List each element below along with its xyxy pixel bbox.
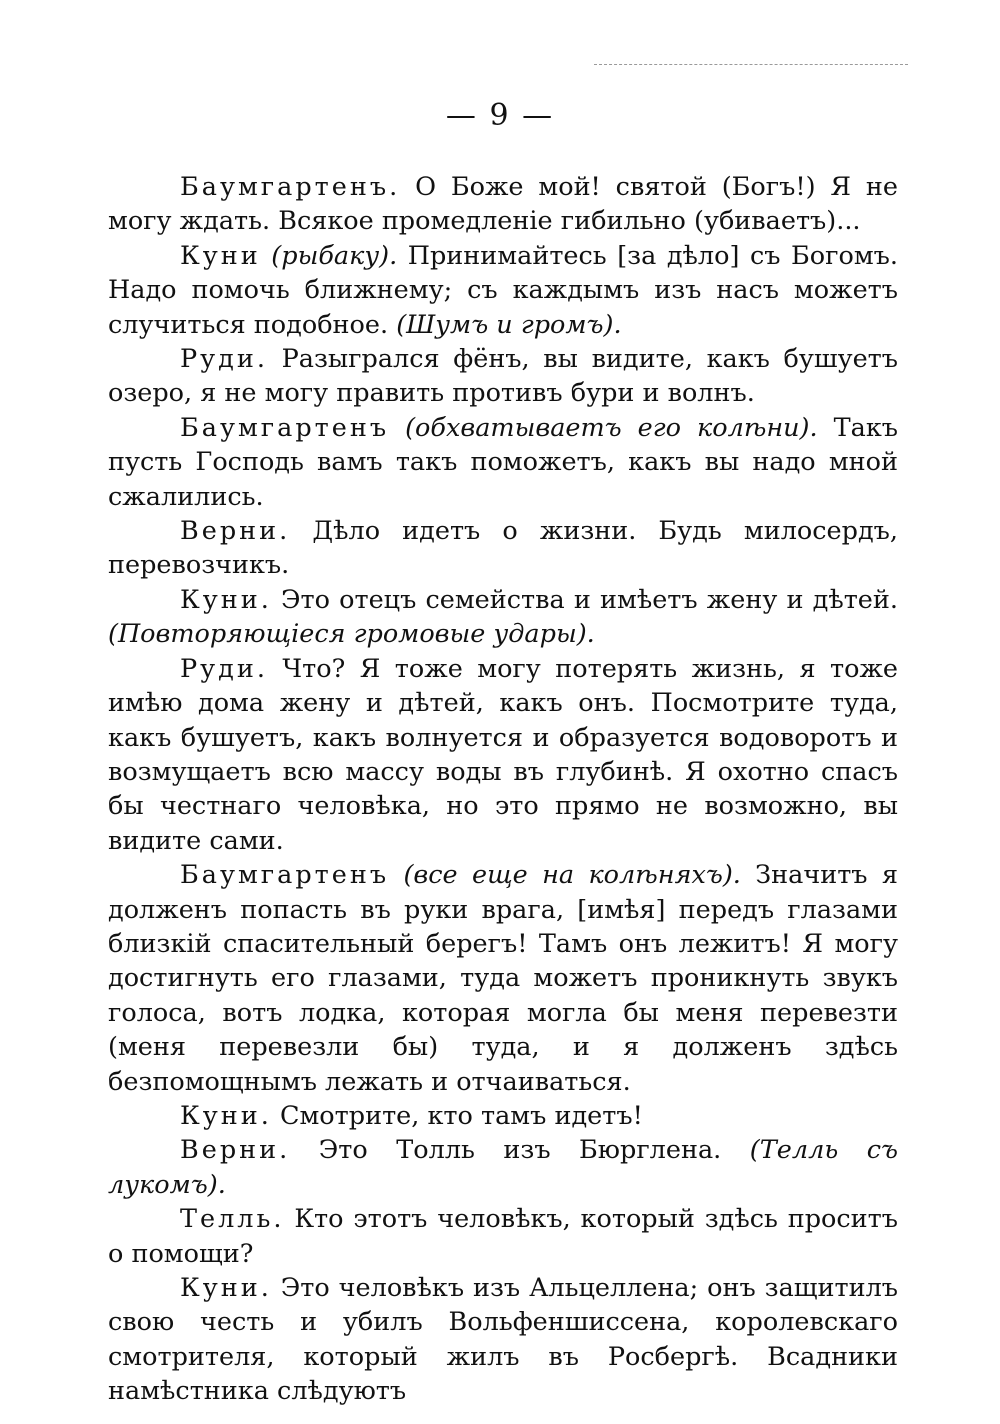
paragraph: [108, 170, 898, 239]
dialogue-text: Что? Я тоже могу потерять жизнь, я тоже имѣю дома жену и дѣтей, какъ онъ. Посмотрите туда, какъ бушуетъ, какъ волнуется и образуется водоворотъ и возмущаетъ всю массу воды въ глубинѣ. Я охотно спасъ бы честнаго человѣка, но это прямо не возможно, вы видите сами.: [108, 653, 898, 856]
dialogue-text: Это человѣкъ изъ Альцеллена; онъ защитилъ свою честь и убилъ Вольфеншиссена, королевскаго смотрителя, который жилъ въ Росбергѣ. Всадники намѣстника слѣдуютъ: [108, 1273, 898, 1407]
speaker-name: Руди.: [180, 344, 268, 375]
dialogue-text: Это отецъ семейства и имѣетъ жену и дѣтей.: [271, 584, 898, 615]
speaker-name: Верни.: [180, 516, 291, 547]
dialogue-text: Дѣло идетъ о жизни. Будь милосердъ, перевозчикъ.: [108, 516, 898, 581]
stage-direction: (обхватываетъ его колѣни).: [405, 412, 818, 443]
top-rule-line: [594, 64, 908, 65]
speaker-name: Телль.: [180, 1204, 285, 1235]
stage-direction: (Шумъ и громъ).: [396, 309, 622, 340]
paragraph: [108, 342, 898, 411]
stage-direction: (Повторяющіеся громовые удары).: [108, 619, 595, 650]
page-text: [108, 170, 898, 1409]
speaker-name: Руди.: [180, 653, 268, 684]
dialogue-text: Это Толль изъ Бюрглена.: [290, 1135, 750, 1166]
page-number: — 9 —: [445, 98, 555, 133]
dialogue-text: Принимайтесь [за дѣло] съ Богомъ. Надо помочь ближнему; съ каждымъ изъ насъ можетъ случиться подобное.: [108, 240, 898, 340]
speaker-name: Куни.: [180, 584, 272, 615]
stage-direction: (рыбаку).: [271, 240, 398, 271]
paragraph: [108, 514, 898, 583]
paragraph: [108, 1202, 898, 1271]
stage-direction: (все еще на колѣняхъ).: [403, 860, 741, 891]
speaker-name: Баумгартенъ.: [180, 172, 401, 202]
dialogue-text: Такъ пусть Господь вамъ такъ поможетъ, какъ вы надо мной сжалились.: [108, 412, 898, 512]
paragraph: [108, 652, 898, 858]
speaker-name: Верни.: [180, 1135, 291, 1166]
speaker-name: Баумгартенъ: [180, 860, 390, 891]
dialogue-text: Кто этотъ человѣкъ, который здѣсь проситъ о помощи?: [108, 1204, 898, 1269]
dialogue-text: Смотрите, кто тамъ идетъ!: [271, 1100, 643, 1131]
dialogue-text: О Боже мой! святой (Богъ!) Я не могу ждать. Всякое промедленіе гибильно (убиваетъ)...: [108, 172, 898, 237]
speaker-name: Куни: [180, 240, 261, 271]
paragraph: [108, 1133, 898, 1202]
speaker-name: Куни.: [180, 1100, 272, 1131]
paragraph: [108, 583, 898, 652]
dialogue-text: Разыгрался фёнъ, вы видите, какъ бушуетъ озеро, я не могу править противъ бури и волнъ.: [108, 344, 898, 409]
paragraph: [108, 858, 898, 1099]
speaker-name: Баумгартенъ: [180, 412, 390, 443]
stage-direction: (Телль съ лукомъ).: [108, 1135, 898, 1200]
paragraph: [108, 411, 898, 514]
paragraph: [108, 239, 898, 342]
dialogue-text: Значитъ я долженъ попасть въ руки врага, [имѣя] передъ глазами близкій спасительный берегъ! Тамъ онъ лежитъ! Я могу достигнуть его глазами, туда можетъ проникнуть звукъ голоса, вотъ лодка, которая могла бы меня перевезти (меня перевезли бы) туда, и я долженъ здѣсь безпомощнымъ лежать и отчаиваться.: [108, 860, 898, 1097]
paragraph: [108, 1099, 898, 1133]
paragraph: [108, 1271, 898, 1409]
speaker-name: Куни.: [180, 1273, 272, 1303]
